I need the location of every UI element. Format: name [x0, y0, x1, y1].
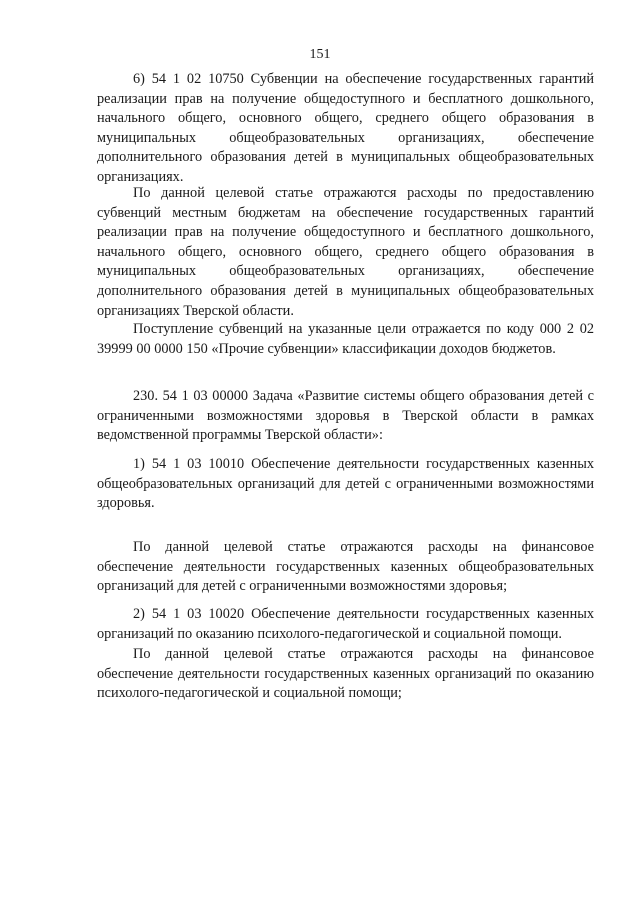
paragraph-revenue-code: Поступление субвенций на указанные цели отражается по коду 000 2 02 39999 00 0000 150 «Прочие субвенции» классификации доходов бюджетов.	[97, 321, 594, 357]
paragraph-item-10010-description: По данной целевой статье отражаются расходы на финансовое обеспечение деятельности государственных казенных общеобразовательных организаций для детей с ограниченными возможностями здоровья;	[97, 539, 594, 595]
paragraph-task-230: 230. 54 1 03 00000 Задача «Развитие системы общего образования детей с ограниченными возможностями здоровья в Тверской области в рамках ведомственной программы Тверской области»:	[97, 388, 594, 444]
paragraph-item-10020: 2) 54 1 03 10020 Обеспечение деятельности государственных казенных организаций по оказанию психолого-педагогической и социальной помощи.	[97, 606, 594, 642]
paragraph-item-10020-description: По данной целевой статье отражаются расходы на финансовое обеспечение деятельности государственных казенных организаций по оказанию психолого-педагогической и социальной помощи;	[97, 646, 594, 702]
paragraph-subvention-10750: 6) 54 1 02 10750 Субвенции на обеспечение государственных гарантий реализации прав на получение общедоступного и бесплатного дошкольного, начального общего, основного общего, среднего общего образования в муниципальных общеобразовательных организациях, обеспечение дополнительного образования детей в муниципальных общеобразовательных организациях.	[97, 71, 594, 185]
paragraph-subvention-description: По данной целевой статье отражаются расходы по предоставлению субвенций местным бюджетам на обеспечение государственных гарантий реализации прав на получение общедоступного и бесплатного дошкольного, начального общего, основного общего, среднего общего образования в муниципальных общеобразовательных организациях, обеспечение дополнительного образования детей в муниципальных общеобразовательных организациях Тверской области.	[97, 185, 594, 319]
paragraph-item-10010: 1) 54 1 03 10010 Обеспечение деятельности государственных казенных общеобразовательных организаций для детей с ограниченными возможностями здоровья.	[97, 456, 594, 512]
page-number: 151	[309, 47, 331, 62]
